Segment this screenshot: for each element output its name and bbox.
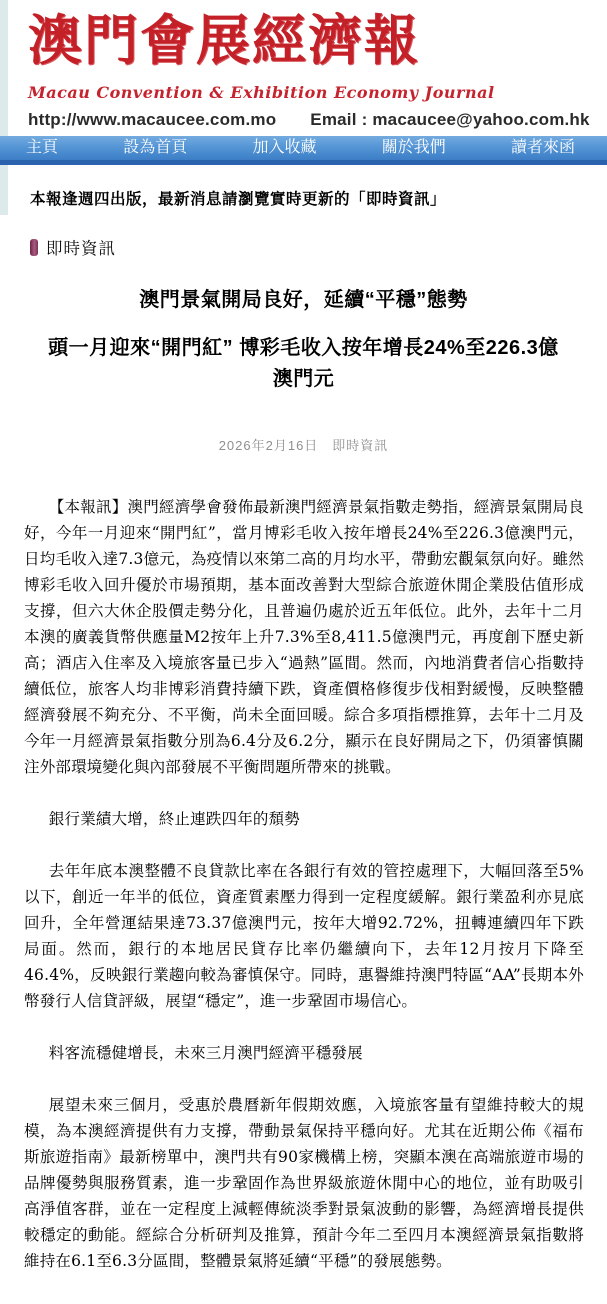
- nav-item-add-favorites[interactable]: 加入收藏: [252, 139, 317, 156]
- article-subheading: 銀行業績大增，終止連跌四年的頹勢: [48, 810, 300, 828]
- article-paragraph: 展望未來三個月，受惠於農曆新年假期效應，入境旅客量有望維持較大的規模，為本澳經濟提供有力支撐，帶動景氣保持平穩向好。尤其在近期公佈《福布斯旅遊指南》最新榜單中，澳門共有90家機構上榜，突顯本澳在高端旅遊市場的品牌優勢與服務質素，進一步鞏固作為世界級旅遊休閒中心的地位，並有助吸引高淨值客群，並在一定程度上減輕傳統淡季對景氣波動的影響，為經濟增長提供較穩定的動能。經綜合分析研判及推算，預計今年二至四月本澳經濟景氣指數將維持在6.1至6.3分區間，整體景氣將延續“平穩”的發展態勢。: [24, 1096, 584, 1270]
- nav-item-home[interactable]: 主頁: [26, 139, 59, 156]
- article-paragraph: 【本報訊】澳門經濟學會發佈最新澳門經濟景氣指數走勢指，經濟景氣開局良好，今年一月迎來“開門紅”，當月博彩毛收入按年增長24%至226.3億澳門元，日均毛收入達7.3億元，為疫情以來第二高的月均水平，帶動宏觀氣氛向好。雖然博彩毛收入回升優於市場預期，基本面改善對大型綜合旅遊休閒企業股估值形成支撐，但六大休企股價走勢分化，且普遍仍處於近五年低位。此外，去年十二月本澳的廣義貨幣供應量M2按年上升7.3%至8,411.5億澳門元，再度創下歷史新高；酒店入住率及入境旅客量已步入“過熱”區間。然而，內地消費者信心指數持續低位，旅客人均非博彩消費持續下跌，資產價格修復步伐相對緩慢，反映整體經濟發展不夠充分、不平衡，尚未全面回暖。綜合多項指標推算，去年十二月及今年一月經濟景氣指數分別為6.4分及6.2分，顯示在良好開局之下，仍須審慎關注外部環境變化與內部發展不平衡問題所帶來的挑戰。: [24, 498, 584, 776]
- nav-item-set-homepage[interactable]: 設為首頁: [123, 139, 188, 156]
- publication-notice: 本報逢週四出版，最新消息請瀏覽實時更新的「即時資訊」: [30, 191, 447, 208]
- journal-logo-reflection: [28, 66, 607, 81]
- article-body: [24, 494, 584, 1274]
- section-header: [0, 209, 607, 259]
- masthead: [0, 0, 607, 130]
- section-bar-icon: [30, 239, 38, 256]
- email-address: Email : macaucee@yahoo.com.hk: [310, 110, 590, 129]
- navbar-bottom-stripe: [0, 160, 607, 165]
- article-title: 澳門景氣開局良好，延續“平穩”態勢: [139, 289, 468, 311]
- nav-item-readers-letters[interactable]: 讀者來函: [510, 139, 575, 156]
- journal-subtitle: Macau Convention & Exhibition Economy Journal: [28, 83, 495, 102]
- article-date-category: 2026年2月16日 即時資訊: [218, 438, 389, 453]
- contact-line: [28, 110, 607, 130]
- website-url[interactable]: http://www.macaucee.com.mo: [28, 110, 277, 129]
- article-subtitle: 頭一月迎來“開門紅” 博彩毛收入按年增長24%至226.3億澳門元: [48, 337, 559, 390]
- article-paragraph: 去年年底本澳整體不良貸款比率在各銀行有效的管控處理下，大幅回落至5%以下，創近一年半的低位，資產質素壓力得到一定程度緩解。銀行業盈利亦見底回升，全年營運結果達73.37億澳門元，按年大增92.72%，扭轉連續四年下跌局面。然而，銀行的本地居民貸存比率仍繼續向下，去年12月按月下降至46.4%，反映銀行業趨向較為審慎保守。同時，惠譽維持澳門特區“AA”長期本外幣發行人信貸評級，展望“穩定”，進一步鞏固市場信心。: [24, 862, 584, 1010]
- nav-item-about-us[interactable]: 關於我們: [381, 139, 446, 156]
- section-label[interactable]: 即時資訊: [46, 240, 116, 258]
- main-navbar: [0, 136, 607, 160]
- article-subheading: 料客流穩健增長，未來三月澳門經濟平穩發展: [48, 1044, 363, 1062]
- journal-logo: 澳門會展經濟報: [28, 8, 420, 72]
